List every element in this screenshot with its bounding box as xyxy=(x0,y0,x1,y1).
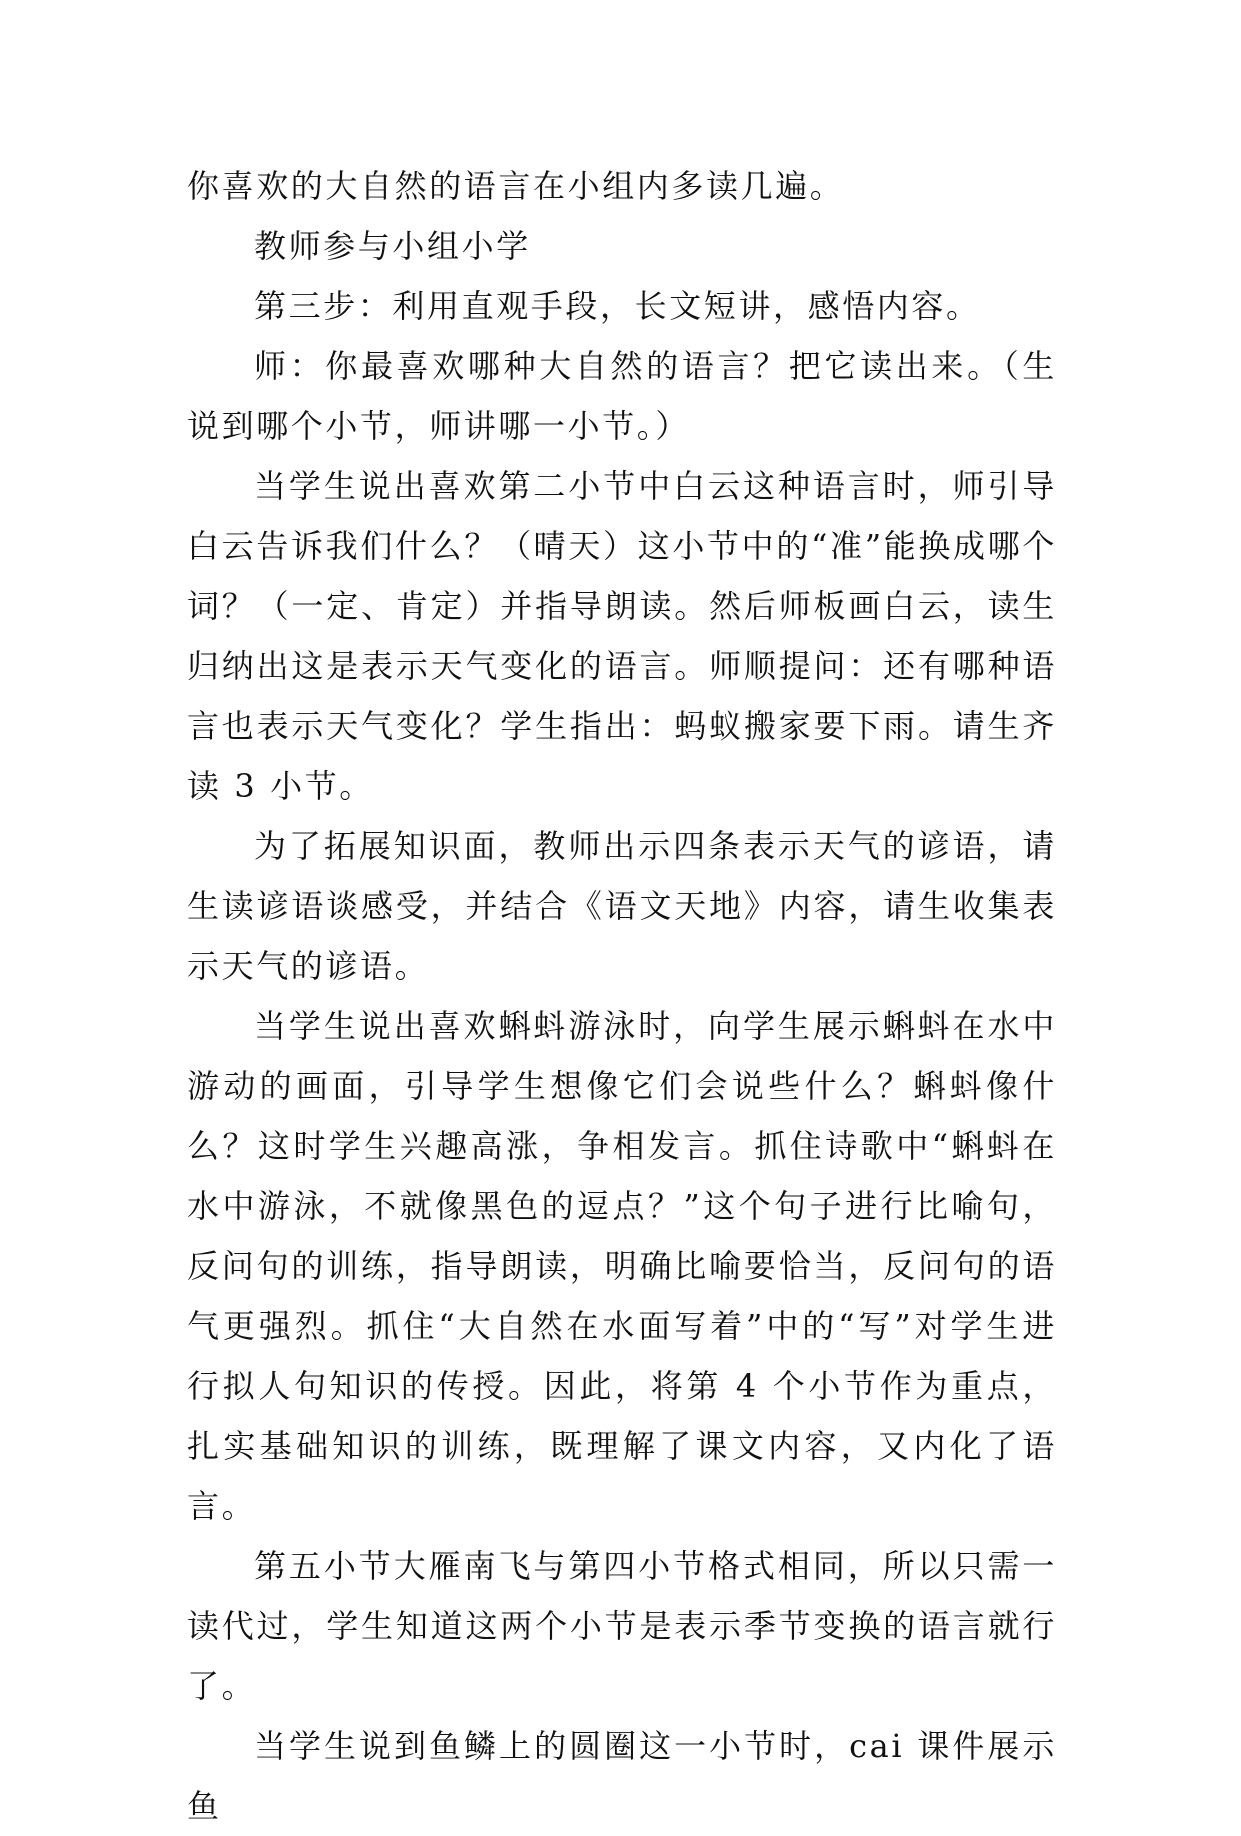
paragraph-teacher-participation: 教师参与小组小学 xyxy=(254,227,531,265)
paragraph-proverbs: 为了拓展知识面，教师出示四条表示天气的谚语，请生读谚语谈感受，并结合《语文天地》内容，请生收集表示天气的谚语。 xyxy=(187,827,1057,985)
paragraph-tadpoles: 当学生说出喜欢蝌蚪游泳时，向学生展示蝌蚪在水中游动的画面，引导学生想像它们会说些什么？蝌蚪像什么？这时学生兴趣高涨，争相发言。抓住诗歌中“蝌蚪在水中游泳，不就像黑色的逗点？”这个句子进行比喻句，反问句的训练，指导朗读，明确比喻要恰当，反问句的语气更强烈。抓住“大自然在水面写着”中的“写”对学生进行拟人句知识的传授。因此，将第 4 个小节作为重点，扎实基础知识的训练，既理解了课文内容，又内化了语言。 xyxy=(187,1007,1057,1525)
paragraph-continuation: 你喜欢的大自然的语言在小组内多读几遍。 xyxy=(187,167,845,205)
paragraph-fish-scales: 当学生说到鱼鳞上的圆圈这一小节时，cai 课件展示鱼 xyxy=(187,1727,1057,1825)
paragraph-white-cloud: 当学生说出喜欢第二小节中白云这种语言时，师引导白云告诉我们什么？（晴天）这小节中的“准”能换成哪个词？（一定、肯定）并指导朗读。然后师板画白云，读生归纳出这是表示天气变化的语言。师顺提问：还有哪种语言也表示天气变化？学生指出：蚂蚁搬家要下雨。请生齐读 3 小节。 xyxy=(187,467,1057,805)
document-body xyxy=(187,156,1057,1836)
paragraph-teacher-question: 师：你最喜欢哪种大自然的语言？把它读出来。（生说到哪个小节，师讲哪一小节。） xyxy=(187,347,1057,445)
paragraph-step-three: 第三步：利用直观手段，长文短讲，感悟内容。 xyxy=(254,287,981,325)
paragraph-wild-geese: 第五小节大雁南飞与第四小节格式相同，所以只需一读代过，学生知道这两个小节是表示季节变换的语言就行了。 xyxy=(187,1547,1057,1705)
